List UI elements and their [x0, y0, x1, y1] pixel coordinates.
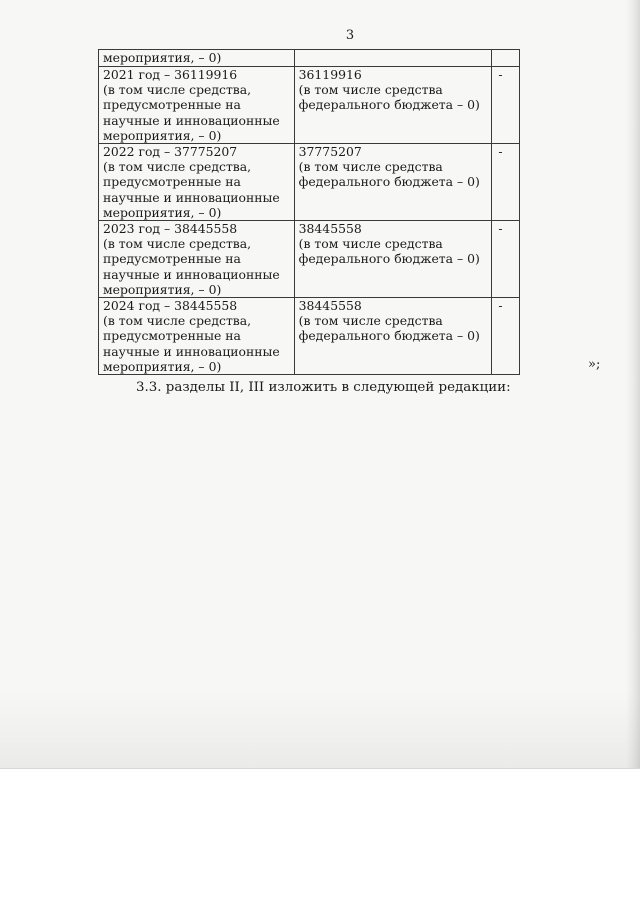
- cell-text-line: 38445558: [298, 221, 362, 237]
- cell-text-line: 37775207: [298, 144, 362, 160]
- year-total-cell: [99, 298, 295, 375]
- cell-text-line: мероприятия, – 0): [103, 358, 222, 374]
- cell-text-line: мероприятия, – 0): [103, 127, 222, 143]
- federal-budget-cell: [294, 298, 492, 375]
- year-total-cell: [99, 50, 295, 67]
- other-sources-cell: -: [492, 221, 520, 298]
- table-row: [99, 67, 520, 144]
- closing-quote-mark: »;: [588, 357, 601, 372]
- other-sources-cell: -: [492, 144, 520, 221]
- cell-text-line: (в том числе средства,: [103, 236, 252, 252]
- scan-shadow-right: [626, 0, 640, 768]
- cell-text-line: научные и инновационные: [103, 189, 280, 205]
- table-row: [99, 221, 520, 298]
- cell-text-line: (в том числе средства: [298, 236, 443, 252]
- cell-text-line: федерального бюджета – 0): [298, 97, 480, 113]
- federal-budget-cell: [294, 221, 492, 298]
- cell-text-line: (в том числе средства,: [103, 313, 252, 329]
- cell-text-line: 2023 год – 38445558: [103, 221, 238, 237]
- cell-text-line: научные и инновационные: [103, 343, 280, 359]
- year-total-cell: [99, 67, 295, 144]
- funding-table-body: [99, 50, 520, 375]
- cell-text-line: предусмотренные на: [103, 251, 241, 267]
- cell-text-line: (в том числе средства: [298, 313, 443, 329]
- cell-text-line: научные и инновационные: [103, 112, 280, 128]
- funding-table: [98, 49, 520, 375]
- cell-text-line: мероприятия, – 0): [103, 50, 222, 65]
- year-total-cell: [99, 221, 295, 298]
- other-sources-cell: -: [492, 298, 520, 375]
- cell-text-line: федерального бюджета – 0): [298, 174, 480, 190]
- cell-text-line: мероприятия, – 0): [103, 204, 222, 220]
- cell-text-line: 36119916: [298, 67, 362, 82]
- cell-text-line: федерального бюджета – 0): [298, 328, 480, 344]
- cell-text-line: предусмотренные на: [103, 174, 241, 190]
- table-row: [99, 50, 520, 67]
- cell-text-line: предусмотренные на: [103, 97, 241, 113]
- federal-budget-cell: [294, 144, 492, 221]
- cell-text-line: 2022 год – 37775207: [103, 144, 238, 160]
- other-sources-cell: [492, 50, 520, 67]
- cell-text-line: (в том числе средства: [298, 159, 443, 175]
- federal-budget-cell: [294, 50, 492, 67]
- page-number: 3: [345, 28, 355, 43]
- cell-text-line: мероприятия, – 0): [103, 281, 222, 297]
- year-total-cell: [99, 144, 295, 221]
- table-row: [99, 298, 520, 375]
- cell-text-line: 2021 год – 36119916: [103, 67, 238, 82]
- cell-text-line: 2024 год – 38445558: [103, 298, 238, 314]
- cell-text-line: предусмотренные на: [103, 328, 241, 344]
- table-row: [99, 144, 520, 221]
- scan-shadow-bottom: [0, 690, 640, 768]
- cell-text-line: (в том числе средства,: [103, 159, 252, 175]
- cell-text-line: научные и инновационные: [103, 266, 280, 282]
- cell-text-line: федерального бюджета – 0): [298, 251, 480, 267]
- cell-text-line: (в том числе средства: [298, 82, 443, 98]
- federal-budget-cell: [294, 67, 492, 144]
- cell-text-line: (в том числе средства,: [103, 82, 252, 98]
- other-sources-cell: -: [492, 67, 520, 144]
- cell-text-line: 38445558: [298, 298, 362, 314]
- section-amendment-paragraph: 3.3. разделы II, III изложить в следующей редакции:: [136, 380, 511, 395]
